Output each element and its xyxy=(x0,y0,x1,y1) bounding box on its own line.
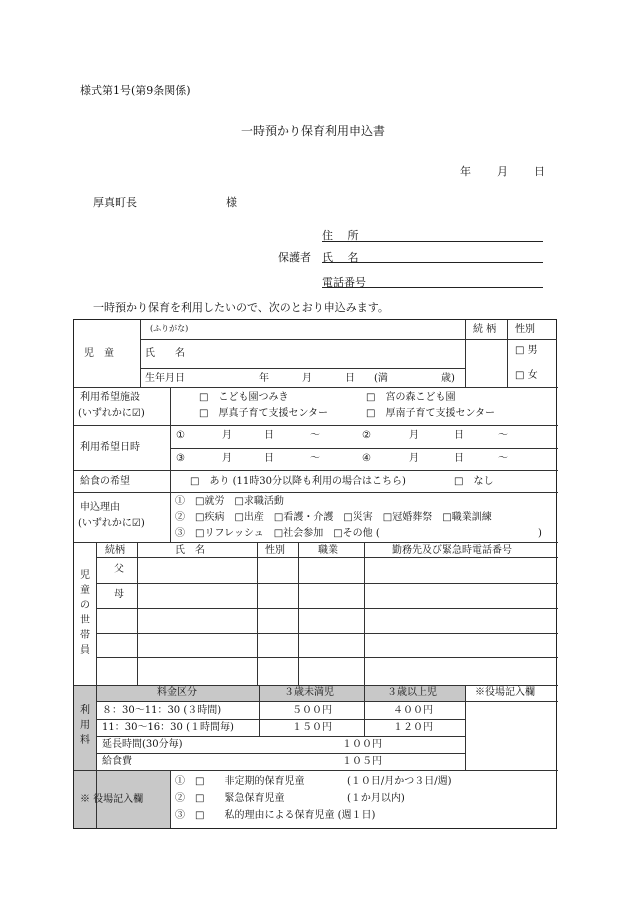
furigana-label: (ふりがな) xyxy=(150,324,189,333)
office-use-label: ※ 役場記入欄 xyxy=(80,794,144,805)
name-label: 氏 名 xyxy=(322,251,359,264)
date-day-label: 日 xyxy=(534,165,545,178)
household-father: 父 xyxy=(114,564,124,575)
meal-yes-checkbox[interactable]: □ あり (11時30分以降も利用の場合はこちら) xyxy=(190,476,406,487)
reason-label: 申込理由 xyxy=(80,502,120,513)
household-col-job: 職業 xyxy=(318,545,338,556)
fee-row-4-label: 給食費 xyxy=(102,756,132,767)
household-col-name: 氏 名 xyxy=(175,545,205,556)
form-title: 一時預かり保育利用申込書 xyxy=(241,124,386,138)
office-line-2-note: (１か月以内) xyxy=(347,793,405,804)
date-2-tilde: 〜 xyxy=(498,430,508,441)
phone-line[interactable] xyxy=(322,287,543,288)
date-3-month[interactable]: 月 xyxy=(222,453,232,464)
age-close-label: 歳) xyxy=(441,373,455,384)
fees-col-office: ※役場記入欄 xyxy=(475,687,535,698)
age-open-label: (満 xyxy=(374,373,388,384)
household-col-relation: 続柄 xyxy=(105,545,125,556)
date-1-number: ① xyxy=(176,430,185,441)
office-line-3[interactable]: ③ □ 私的理由による保育児童 (週１日) xyxy=(175,810,376,821)
address-label: 住 所 xyxy=(322,229,359,242)
relation-label: 続 柄 xyxy=(473,324,497,335)
household-col-contact: 勤務先及び緊急時電話番号 xyxy=(392,545,512,556)
office-line-1[interactable]: ① □ 非定期的保育児童 xyxy=(175,776,305,787)
fees-col-over3: ３歳以上児 xyxy=(387,687,437,698)
facility-label: 利用希望施設 xyxy=(80,392,140,403)
address-line[interactable] xyxy=(322,241,543,242)
phone-label: 電話番号 xyxy=(322,276,366,289)
date-month-label: 月 xyxy=(497,165,508,178)
usage-dates-label: 利用希望日時 xyxy=(80,442,140,453)
birthdate-label: 生年月日 xyxy=(145,373,185,384)
fee-row-1-label: ８：30〜11：30 (３時間) xyxy=(102,705,222,716)
household-col-sex: 性別 xyxy=(265,545,285,556)
reason-row-3[interactable]: ③ □リフレッシュ □社会参加 □その他 ( xyxy=(175,528,380,539)
fee-row-4-value: １０５円 xyxy=(342,756,382,767)
date-2-day[interactable]: 日 xyxy=(454,430,464,441)
form-number: 様式第1号(第9条関係) xyxy=(80,84,191,97)
fee-row-3-label: 延長時間(30分毎) xyxy=(102,739,183,750)
fees-side-label: 利 用 料 xyxy=(80,705,90,746)
date-4-tilde: 〜 xyxy=(498,453,508,464)
office-line-2[interactable]: ② □ 緊急保育児童 xyxy=(175,793,285,804)
date-1-tilde: 〜 xyxy=(310,430,320,441)
intro-text: 一時預かり保育を利用したいので、次のとおり申込みます。 xyxy=(93,301,389,314)
facility-hint: (いずれかに☑) xyxy=(78,408,145,419)
reason-row-3-close: ) xyxy=(538,528,542,539)
birth-month-label: 月 xyxy=(302,373,312,384)
child-label: 児 童 xyxy=(84,348,114,359)
birth-day-label: 日 xyxy=(345,373,355,384)
office-line-1-note: (１０日/月かつ３日/週) xyxy=(347,776,452,787)
date-4-day[interactable]: 日 xyxy=(454,453,464,464)
reason-row-2[interactable]: ② □疾病 □出産 □看護・介護 □災害 □冠婚葬祭 □職業訓練 xyxy=(175,512,492,523)
fee-row-2-under3: １５０円 xyxy=(292,722,332,733)
addressee-honorific: 様 xyxy=(226,196,237,209)
addressee: 厚真町長 xyxy=(93,196,137,209)
date-year-label: 年 xyxy=(460,165,471,178)
date-4-number: ④ xyxy=(362,453,371,464)
date-3-day[interactable]: 日 xyxy=(264,453,274,464)
household-side-label: 児 童 の 世 帯 員 xyxy=(80,570,90,656)
date-4-month[interactable]: 月 xyxy=(409,453,419,464)
fee-row-2-over3: １２０円 xyxy=(393,722,433,733)
application-form xyxy=(73,319,557,829)
birth-year-label: 年 xyxy=(259,373,269,384)
meal-label: 給食の希望 xyxy=(80,476,130,487)
date-3-tilde: 〜 xyxy=(310,453,320,464)
guardian-name-line[interactable] xyxy=(322,262,543,263)
reason-hint: (いずれかに☑) xyxy=(78,518,145,529)
fee-row-1-under3: ５００円 xyxy=(292,705,332,716)
facility-tsumiki-checkbox[interactable]: □ こども園つみき xyxy=(199,392,289,403)
facility-atsuma-center-checkbox[interactable]: □ 厚真子育て支援センター xyxy=(199,408,329,419)
sex-female-checkbox[interactable]: □ 女 xyxy=(515,370,538,381)
date-1-month[interactable]: 月 xyxy=(222,430,232,441)
fees-col-category: 料金区分 xyxy=(157,687,197,698)
date-2-month[interactable]: 月 xyxy=(409,430,419,441)
facility-konan-center-checkbox[interactable]: □ 厚南子育て支援センター xyxy=(366,408,496,419)
fee-row-1-over3: ４００円 xyxy=(393,705,433,716)
date-1-day[interactable]: 日 xyxy=(264,430,274,441)
date-3-number: ③ xyxy=(176,453,185,464)
fee-row-2-label: 11：30〜16：30 (１時間毎) xyxy=(102,722,234,733)
household-mother: 母 xyxy=(114,589,124,600)
guardian-label: 保護者 xyxy=(278,251,311,264)
facility-miyanomori-checkbox[interactable]: □ 宮の森こども園 xyxy=(366,392,456,403)
reason-row-1[interactable]: ① □就労 □求職活動 xyxy=(175,496,284,507)
date-2-number: ② xyxy=(362,430,371,441)
sex-label: 性別 xyxy=(515,324,535,335)
meal-no-checkbox[interactable]: □ なし xyxy=(454,476,494,487)
fee-row-3-value: １００円 xyxy=(342,739,382,750)
fees-col-under3: ３歳未満児 xyxy=(284,687,334,698)
sex-male-checkbox[interactable]: □ 男 xyxy=(515,345,538,356)
child-name-label: 氏 名 xyxy=(145,348,185,359)
